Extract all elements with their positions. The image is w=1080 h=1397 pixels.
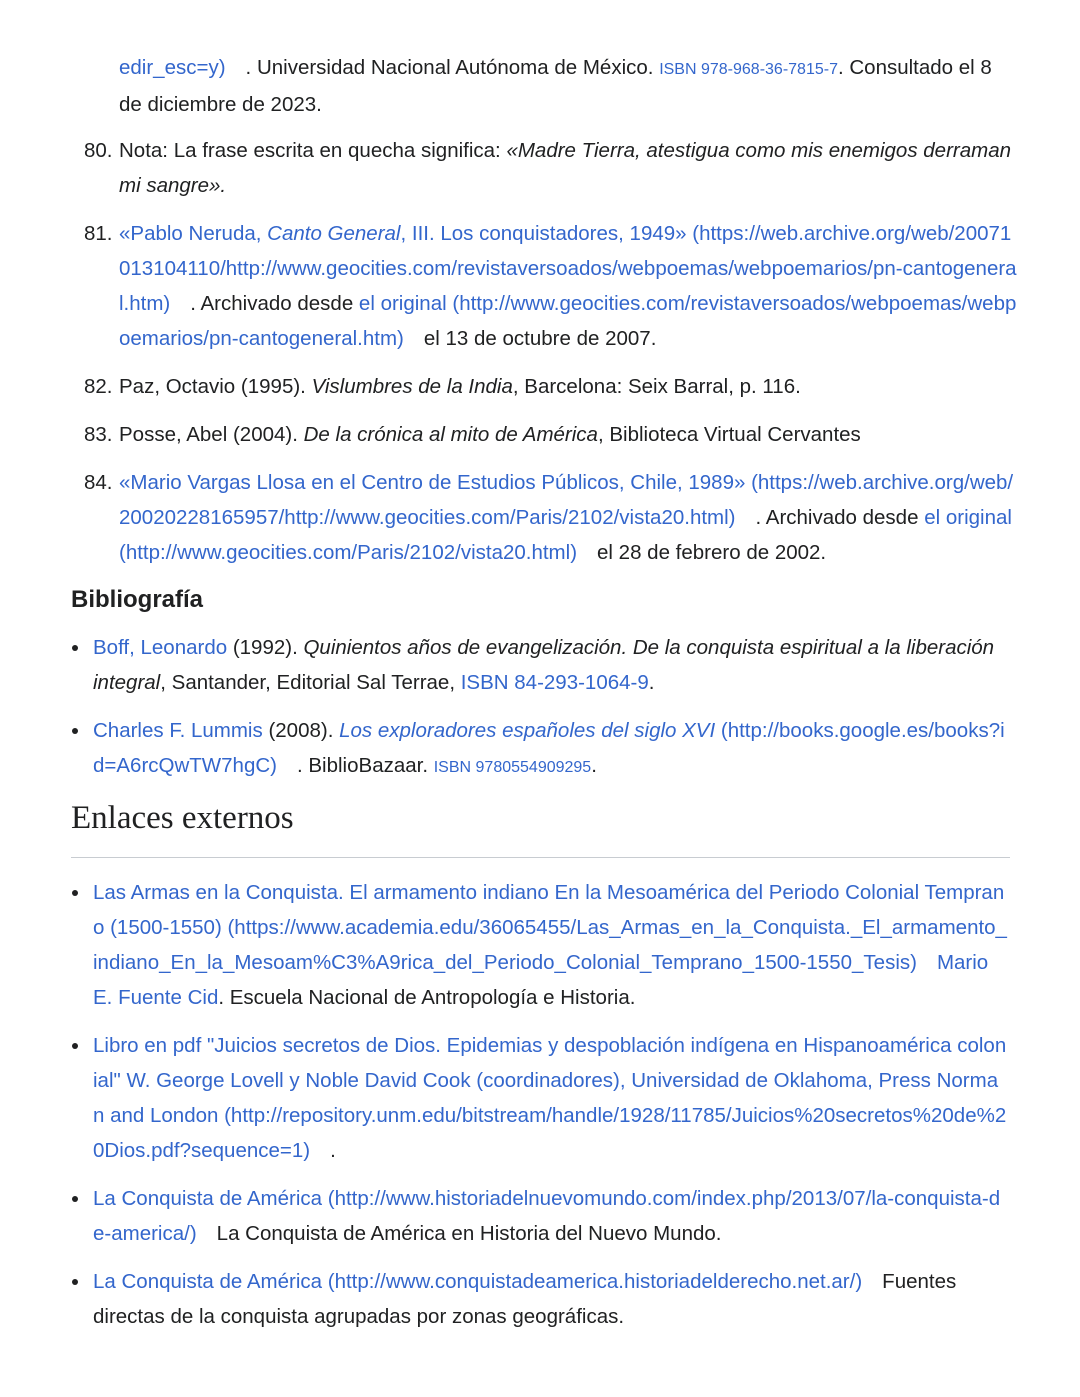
external-link-item: Libro en pdf "Juicios secretos de Dios. Epidemias y despoblación indígena en Hispanoamérica colonial" W. George Lovell y Noble David Cook (coordinadores), Universidad de Oklahoma, Press Norman and London (http://repository.unm.edu/bitstream/handle/1928/11785/Juicios%20secretos%20de%20Dios.pdf?sequence=1) . [0, 1028, 1008, 1168]
ref79-isbn-link[interactable]: ISBN 978-968-36-7815-7 [659, 61, 838, 78]
bullet-icon [72, 1279, 78, 1285]
bullet-icon [72, 890, 78, 896]
enlaces-externos-heading: Enlaces externos [71, 795, 1010, 858]
external-link-item: La Conquista de América (http://www.historiadelnuevomundo.com/index.php/2013/07/la-conquista-de-america/) La Conquista de América en Historia del Nuevo Mundo. [0, 1181, 1008, 1251]
bibliography-item: Boff, Leonardo (1992). Quinientos años de evangelización. De la conquista espiritual a la liberación integral, Santander, Editorial Sal Terrae, ISBN 84-293-1064-9. [0, 630, 1008, 700]
bullet-icon [72, 1196, 78, 1202]
reference-82: 82. Paz, Octavio (1995). Vislumbres de la India, Barcelona: Seix Barral, p. 116. [84, 375, 801, 398]
external-link-armas[interactable]: Las Armas en la Conquista. El armamento indiano En la Mesoamérica del Periodo Colonial Temprano (1500-1550) (https://www.academia.edu/36065455/Las_Armas_en_la_Conquista._El_armamento_indiano_En_la_Mesoam%C3%A9rica_del_Periodo_Colonial_Temprano_1500-1550_Tesis) [93, 881, 1007, 974]
bibliografia-list [0, 630, 1008, 798]
author-link-fuente-cid[interactable]: Mario E. Fuente Cid [93, 951, 989, 1009]
bibliografia-heading: Bibliografía [71, 586, 204, 613]
bibliography-item: Charles F. Lummis (2008). Los exploradores españoles del siglo XVI (http://books.google.es/books?id=A6rcQwTW7hgC) . BiblioBazaar. ISBN 9780554909295. [0, 713, 1008, 785]
isbn-link-boff[interactable]: ISBN 84-293-1064-9 [460, 671, 649, 694]
ref81-original-link[interactable]: el original (http://www.geocities.com/revistaversoados/webpoemas/webpoemarios/pn-cantogeneral.htm) [119, 292, 1017, 350]
external-links-list [0, 875, 1008, 1347]
external-link-item: Las Armas en la Conquista. El armamento indiano En la Mesoamérica del Periodo Colonial Temprano (1500-1550) (https://www.academia.edu/36065455/Las_Armas_en_la_Conquista._El_armamento_indiano_En_la_Mesoam%C3%A9rica_del_Periodo_Colonial_Temprano_1500-1550_Tesis) Mario E. Fuente Cid. Escuela Nacional de Antropología e Historia. [0, 875, 1008, 1015]
author-link-lummis[interactable]: Charles F. Lummis [93, 719, 263, 742]
ref84-archive-link[interactable]: «Mario Vargas Llosa en el Centro de Estudios Públicos, Chile, 1989» (https://web.archive.org/web/20020228165957/http://www.geocities.com/Paris/2102/vista20.html) [119, 471, 1014, 529]
ref81-archive-link[interactable]: «Pablo Neruda, Canto General, III. Los conquistadores, 1949» (https://web.archive.org/web/20071013104110/http://www.geocities.com/revistaversoados/webpoemas/webpoemarios/pn-cantogeneral.htm) [119, 222, 1017, 315]
external-link-historia-nuevo-mundo[interactable]: La Conquista de América (http://www.historiadelnuevomundo.com/index.php/2013/07/la-conquista-de-america/) [93, 1187, 1001, 1245]
external-link-item: La Conquista de América (http://www.conquistadeamerica.historiadelderecho.net.ar/) Fuentes directas de la conquista agrupadas por zonas geográficas. [0, 1264, 1008, 1334]
bullet-icon [72, 728, 78, 734]
reference-79-continuation: edir_esc=y) . Universidad Nacional Autónoma de México. ISBN 978-968-36-7815-7. Consultado el 8 de diciembre de 2023. [119, 56, 992, 116]
author-link-boff[interactable]: Boff, Leonardo [93, 636, 228, 659]
bullet-icon [72, 645, 78, 651]
isbn-link-lummis[interactable]: ISBN 9780554909295 [433, 759, 592, 776]
external-link-juicios-pdf[interactable]: Libro en pdf "Juicios secretos de Dios. Epidemias y despoblación indígena en Hispanoamérica colonial" W. George Lovell y Noble David Cook (coordinadores), Universidad de Oklahoma, Press Norman and London (http://repository.unm.edu/bitstream/handle/1928/11785/Juicios%20secretos%20de%20Dios.pdf?sequence=1) [93, 1034, 1007, 1162]
references-list [0, 133, 1019, 583]
reference-83: 83. Posse, Abel (2004). De la crónica al mito de América, Biblioteca Virtual Cervantes [84, 423, 861, 446]
reference-81: 81. «Pablo Neruda, Canto General, III. Los conquistadores, 1949» (https://web.archive.org/web/20071013104110/http://www.geocities.com/revistaversoados/webpoemas/webpoemarios/pn-cantogeneral.htm) . Archivado desde el original (http://www.geocities.com/revistaversoados/webpoemas/webpoemarios/pn-cantogeneral.htm) el 13 de octubre de 2007. [84, 222, 1017, 350]
ref79-link[interactable]: edir_esc=y) [119, 56, 226, 79]
external-link-conquista-america[interactable]: La Conquista de América (http://www.conquistadeamerica.historiadelderecho.net.ar/) [93, 1270, 863, 1293]
reference-80: 80. Nota: La frase escrita en quecha significa: «Madre Tierra, atestigua como mis enemigos derraman mi sangre». [84, 139, 1012, 197]
book-link-lummis[interactable]: Los exploradores españoles del siglo XVI (http://books.google.es/books?id=A6rcQwTW7hgC) [93, 719, 1005, 777]
reference-84: 84. «Mario Vargas Llosa en el Centro de Estudios Públicos, Chile, 1989» (https://web.archive.org/web/20020228165957/http://www.geocities.com/Paris/2102/vista20.html) . Archivado desde el original (http://www.geocities.com/Paris/2102/vista20.html) el 28 de febrero de 2002. [84, 471, 1014, 564]
ref84-original-link[interactable]: el original (http://www.geocities.com/Paris/2102/vista20.html) [119, 506, 1012, 564]
bullet-icon [72, 1043, 78, 1049]
